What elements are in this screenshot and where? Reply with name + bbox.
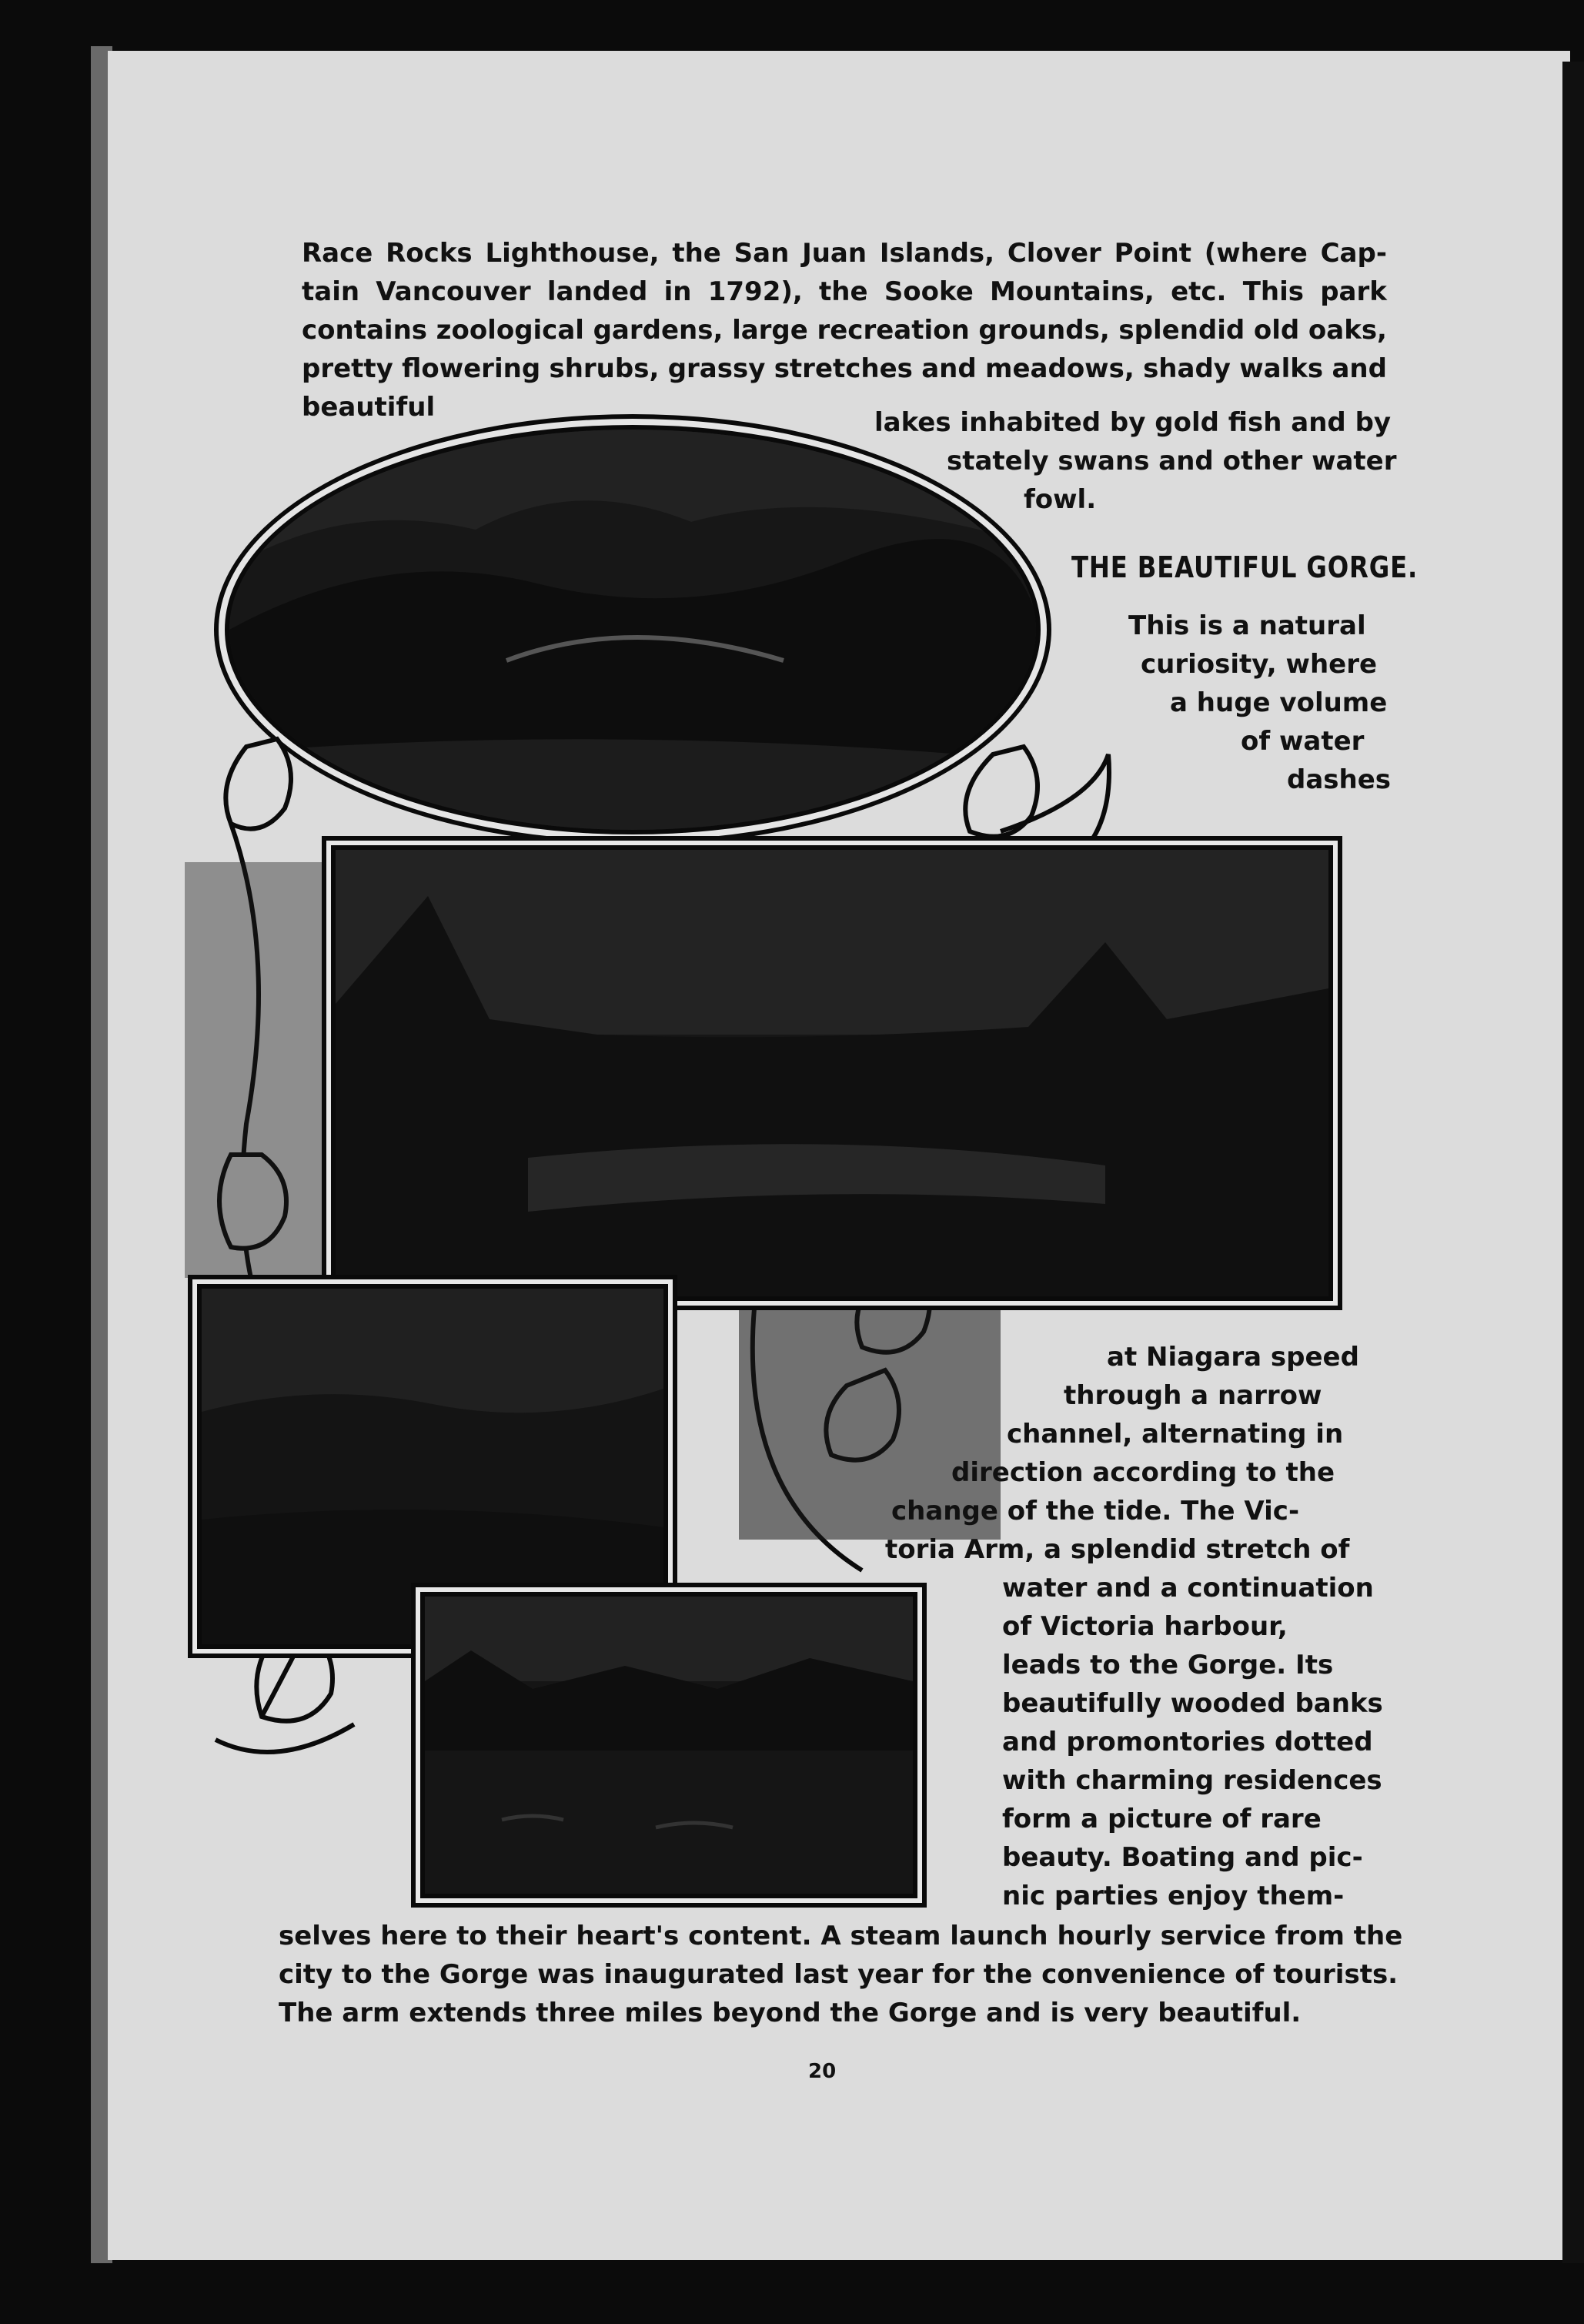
text-line: curiosity, where: [1141, 649, 1378, 680]
text-line: toria Arm, a splendid stretch of: [885, 1534, 1350, 1565]
text-line: and promontories dotted: [1002, 1727, 1373, 1757]
text-line: pretty flowering shrubs, grassy stretches and meadows, shady walks and: [302, 353, 1387, 384]
page-number: 20: [808, 2060, 837, 2083]
text-line: of water: [1241, 726, 1365, 757]
text-line: tain Vancouver landed in 1792), the Sooke Mountains, etc. This park: [302, 276, 1387, 307]
text-line: beauty. Boating and pic-: [1002, 1842, 1363, 1873]
text-line: water and a continuation: [1002, 1573, 1374, 1603]
text-line: Race Rocks Lighthouse, the San Juan Islands, Clover Point (where Cap-: [302, 238, 1387, 269]
text-line: fowl.: [1024, 484, 1097, 515]
text-line: contains zoological gardens, large recreation grounds, splendid old oaks,: [302, 315, 1387, 346]
text-line: nic parties enjoy them-: [1002, 1881, 1345, 1911]
text-line: stately swans and other water: [947, 446, 1397, 477]
text-line: beautifully wooded banks: [1002, 1688, 1383, 1719]
page-edge: [1562, 62, 1584, 2263]
text-line: at Niagara speed: [1107, 1342, 1359, 1373]
text-line: The arm extends three miles beyond the Gorge and is very beautiful.: [279, 1998, 1302, 2028]
text-line: with charming residences: [1002, 1765, 1382, 1796]
text-line: direction according to the: [951, 1457, 1335, 1488]
text-line: change of the tide. The Vic-: [891, 1496, 1300, 1526]
text-line: leads to the Gorge. Its: [1002, 1650, 1334, 1680]
boats-on-water-photo: [420, 1592, 917, 1898]
text-line: a huge volume: [1170, 687, 1388, 718]
section-heading: THE BEAUTIFUL GORGE.: [1071, 550, 1419, 584]
text-line: beautiful: [302, 392, 436, 423]
text-line: city to the Gorge was inaugurated last year for the convenience of tourists.: [279, 1959, 1399, 1990]
text-line: lakes inhabited by gold fish and by: [874, 407, 1392, 438]
text-line: selves here to their heart's content. A steam launch hourly service from the: [279, 1921, 1403, 1951]
text-line: of Victoria harbour,: [1002, 1611, 1288, 1642]
text-line: through a narrow: [1064, 1380, 1322, 1411]
text-line: form a picture of rare: [1002, 1804, 1322, 1834]
text-line: dashes: [1287, 764, 1392, 795]
lake-sunset-photo: [331, 845, 1333, 1301]
text-line: channel, alternating in: [1007, 1419, 1344, 1450]
text-line: This is a natural: [1128, 610, 1366, 641]
